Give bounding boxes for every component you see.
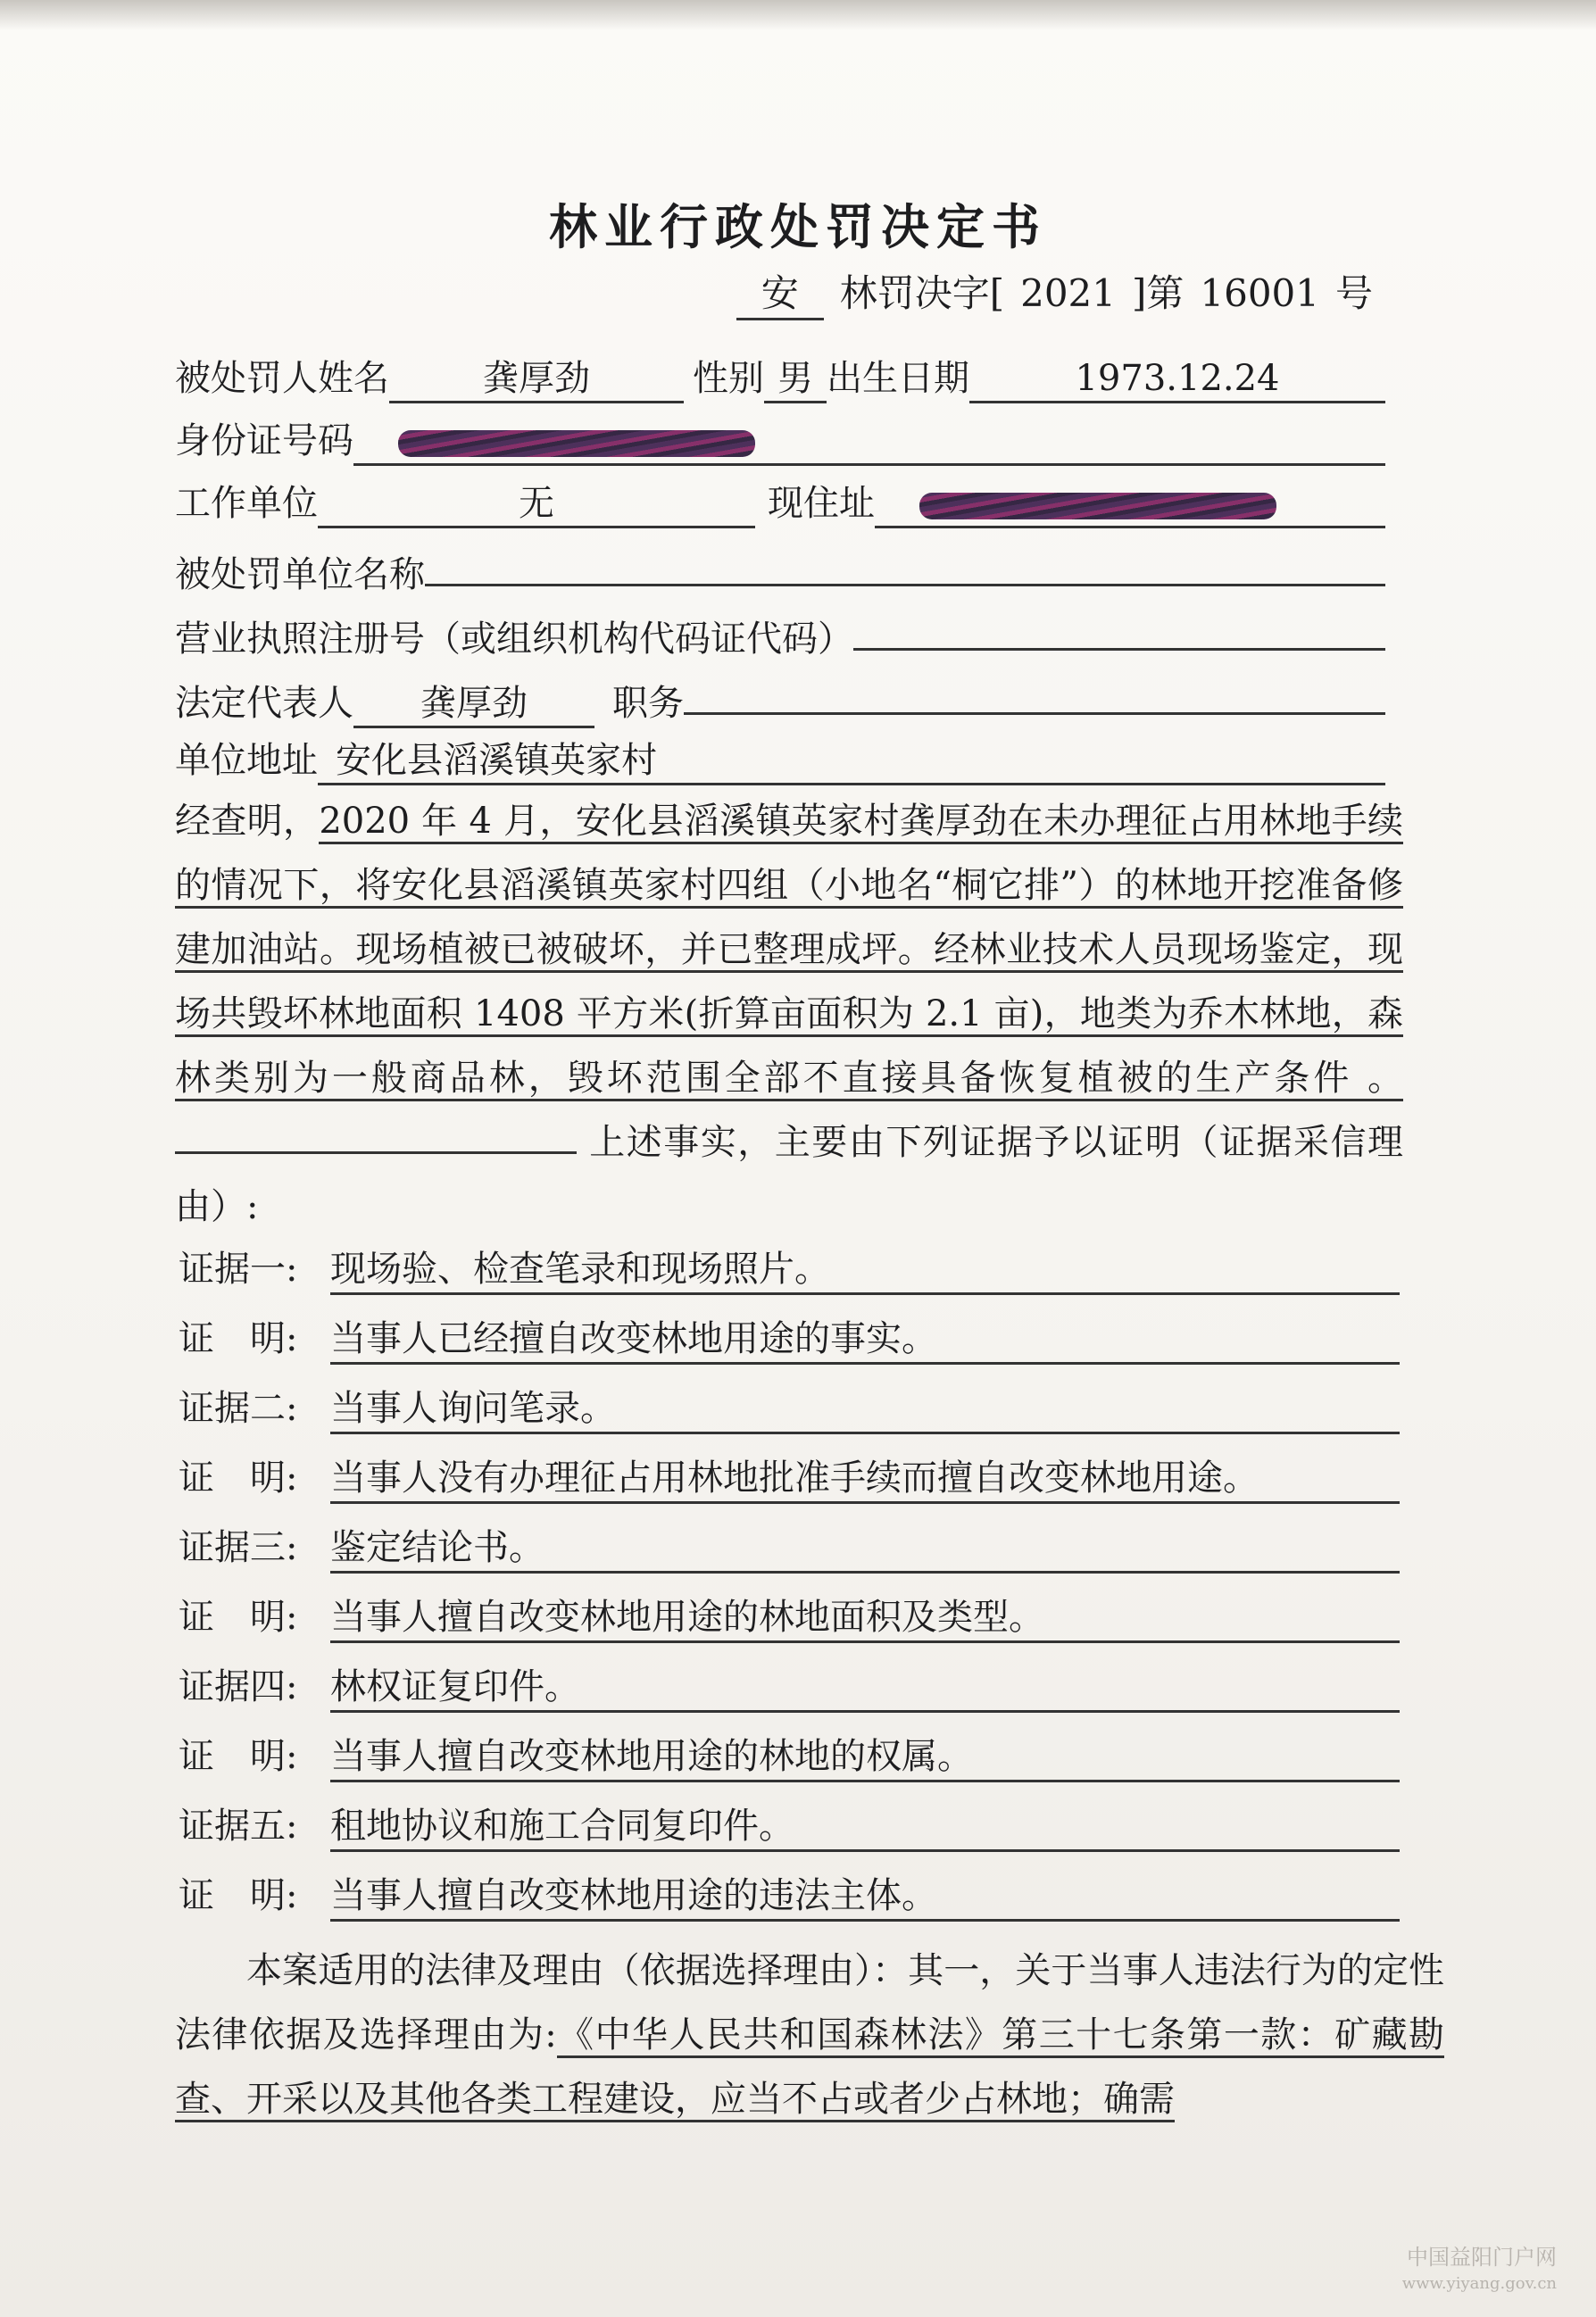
evidence-row [179,1519,1400,1574]
legal-rep-value: 龚厚劲 [353,681,594,728]
evidence-label: 证据五: [179,1806,298,1847]
row-unit-name [175,539,1385,597]
work-value: 无 [318,481,755,528]
row-id [175,412,1385,466]
evidence-row [179,1867,1400,1922]
doc-serial: 16001 [1200,271,1319,315]
evidence-text: 当事人没有办理征占用林地批准手续而擅自改变林地用途。 [330,1455,1400,1504]
watermark-url: www.yiyang.gov.cn [1401,2274,1557,2293]
evidence-row [179,1589,1400,1643]
evidence-row [179,1241,1400,1295]
evidence-text: 当事人询问笔录。 [330,1385,1400,1434]
watermark-name: 中国益阳门户网 [1407,2245,1557,2270]
evidence-text: 现场验、检查笔录和现场照片。 [330,1246,1400,1295]
evidence-label: 证 明: [179,1457,298,1499]
redaction-mark [398,430,755,457]
work-label: 工作单位 [175,483,318,524]
evidence-row [179,1658,1400,1713]
evidence-label: 证据一: [179,1249,298,1290]
facts-lead: 经查明， [175,801,320,842]
evidence-label: 证据三: [179,1527,298,1568]
doc-number-suffix: ]第 [1131,271,1185,315]
address-value [875,481,1385,528]
facts-blank [175,1116,577,1154]
gender-label: 性别 [693,358,764,399]
address-label: 现住址 [768,483,875,524]
facts-paragraph [175,789,1403,1239]
evidence-text: 租地协议和施工合同复印件。 [330,1803,1400,1852]
law-intro: 本案适用的法律及理由（依据选择理由）：其一，关于当事人违法行为的定性法律依据及选择理由为: [175,1950,1444,2055]
name-label: 被处罚人姓名 [175,358,389,399]
id-label: 身份证号码 [175,420,353,461]
unit-addr-value: 安化县滔溪镇英家村 [318,738,1385,785]
evidence-label: 证 明: [179,1318,298,1359]
evidence-text: 当事人擅自改变林地用途的违法主体。 [330,1873,1400,1922]
evidence-row [179,1380,1400,1434]
evidence-row [179,1728,1400,1782]
row-work [175,475,1385,528]
doc-number-end: 号 [1334,271,1373,315]
document-number [736,264,1373,320]
evidence-text: 当事人擅自改变林地用途的林地的权属。 [330,1733,1400,1782]
position-value [684,668,1385,715]
law-paragraph [175,1939,1444,2131]
unit-name-label: 被处罚单位名称 [175,554,425,595]
legal-rep-label: 法定代表人 [175,683,353,724]
row-unit-address [175,732,1385,785]
evidence-text: 林权证复印件。 [330,1664,1400,1713]
evidence-row [179,1798,1400,1852]
evidence-text: 当事人已经擅自改变林地用途的事实。 [330,1316,1400,1365]
facts-body: 2020 年 4 月，安化县滔溪镇英家村龚厚劲在未办理征占用林地手续的情况下，将安化县滔溪镇英家村四组（小地名“桐它排”）的林地开挖准备修建加油站。现场植被已被破坏，并已整理成坪。经林业技术人员现场鉴定，现场共毁坏林地面积 1408 平方米(折算亩面积为 2.1 亩)，地类为乔木林地，森林类别为一般商品林，毁坏范围全部不直接具备恢复植被的生产条件 。 [175,801,1403,1101]
doc-agency: 安 [736,264,824,320]
unit-addr-label: 单位地址 [175,740,318,781]
row-legal-rep [175,668,1385,728]
id-value [353,419,1385,466]
unit-name-value [425,539,1385,586]
doc-number-middle: 林罚决字[ [839,271,1005,315]
evidence-text: 鉴定结论书。 [330,1524,1400,1574]
law-citation: 《中华人民共和国森林法》第三十七条第一款：矿藏勘查、开采以及其他各类工程建设，应当不占或者少占林地；确需 [175,2014,1444,2122]
evidence-label: 证据二: [179,1388,298,1429]
evidence-row [179,1449,1400,1504]
evidence-label: 证 明: [179,1875,298,1916]
position-label: 职务 [612,683,684,724]
redaction-mark [919,493,1276,519]
site-watermark [1402,2244,1557,2297]
name-value: 龚厚劲 [389,356,684,403]
evidence-row [179,1310,1400,1365]
evidence-label: 证据四: [179,1666,298,1707]
license-label: 营业执照注册号（或组织机构代码证代码） [175,619,853,660]
evidence-label: 证 明: [179,1736,298,1777]
evidence-label: 证 明: [179,1597,298,1638]
row-license [175,603,1385,661]
birth-label: 出生日期 [827,358,969,399]
gender-value: 男 [764,356,827,403]
evidence-text: 当事人擅自改变林地用途的林地面积及类型。 [330,1594,1400,1643]
doc-year: 2021 [1020,271,1116,315]
row-name [175,350,1385,403]
facts-tail: 上述事实，主要由下列证据予以证明（证据采信理由）: [175,1122,1404,1227]
document-title: 林业行政处罚决定书 [549,198,1047,255]
license-value [853,603,1385,651]
scan-edge-shadow [0,0,1596,30]
birth-value: 1973.12.24 [969,356,1385,403]
